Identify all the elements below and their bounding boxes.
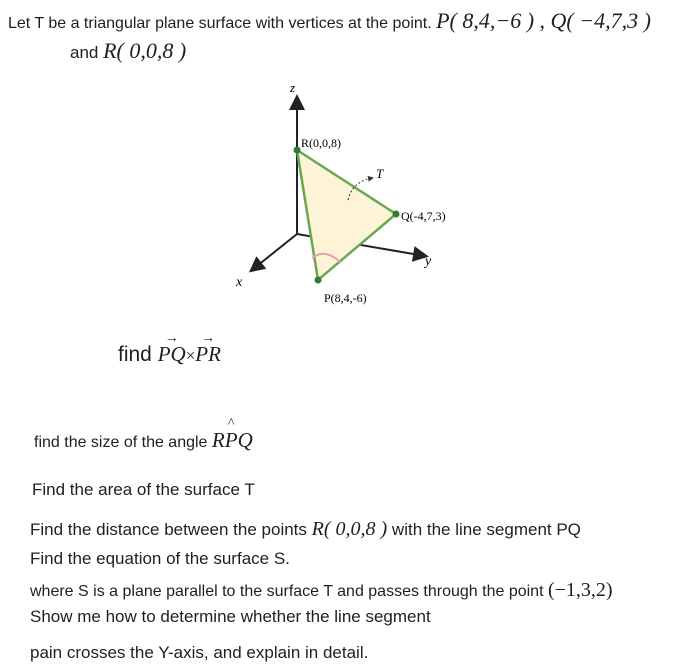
vector-pq bbox=[157, 331, 186, 367]
cross-symbol: × bbox=[185, 346, 196, 365]
vertex-p bbox=[315, 277, 322, 284]
angle-p-hat bbox=[224, 416, 238, 453]
x-axis bbox=[252, 234, 297, 270]
vector-pr-label: PR bbox=[195, 342, 221, 366]
equation-text: Find the equation of the surface S. bbox=[30, 549, 290, 568]
question-cross-product bbox=[118, 331, 221, 367]
point-p: P( 8,4,−6 ) bbox=[436, 8, 535, 33]
area-text: Find the area of the surface T bbox=[32, 480, 255, 499]
and-text: and bbox=[70, 43, 99, 62]
y-axis-text: pain crosses the Y-axis, and explain in detail. bbox=[30, 643, 369, 662]
label-r: R(0,0,8) bbox=[301, 136, 341, 150]
question-line-segment bbox=[30, 607, 431, 627]
question-y-axis bbox=[30, 643, 368, 663]
vector-pq-label: PQ bbox=[157, 342, 186, 366]
label-q: Q(-4,7,3) bbox=[401, 209, 446, 223]
angle-q: Q bbox=[237, 428, 253, 452]
point-separator: , bbox=[534, 8, 551, 33]
question-angle bbox=[34, 416, 253, 453]
parallel-text: where S is a plane parallel to the surface T and passes through the point bbox=[30, 583, 544, 600]
question-parallel-plane bbox=[30, 579, 613, 602]
and-line bbox=[70, 38, 186, 64]
parallel-point: (−1,3,2) bbox=[547, 579, 613, 601]
intro-line bbox=[8, 8, 651, 34]
label-x: x bbox=[236, 275, 243, 290]
triangle-figure bbox=[0, 70, 700, 400]
hat-symbol: ^ bbox=[227, 416, 235, 431]
question-distance bbox=[30, 518, 581, 541]
vector-pr bbox=[195, 331, 221, 367]
angle-text: find the size of the angle bbox=[34, 434, 208, 451]
vector-arrow: → bbox=[164, 331, 179, 346]
point-q: Q( −4,7,3 ) bbox=[550, 8, 651, 33]
distance-text-before: Find the distance between the points bbox=[30, 520, 307, 539]
vertex-q bbox=[393, 211, 400, 218]
find-text: find bbox=[118, 343, 152, 366]
distance-text-after: with the line segment PQ bbox=[391, 520, 581, 539]
angle-p: P bbox=[224, 428, 238, 452]
vertex-r bbox=[294, 147, 301, 154]
label-t: T bbox=[376, 166, 384, 181]
angle-r: R bbox=[211, 428, 225, 452]
question-equation bbox=[30, 549, 290, 569]
label-p: P(8,4,-6) bbox=[324, 291, 367, 305]
label-y: y bbox=[425, 254, 432, 269]
segment-text: Show me how to determine whether the line segment bbox=[30, 607, 431, 626]
label-z: z bbox=[290, 80, 296, 95]
intro-text: Let T be a triangular plane surface with vertices at the point. bbox=[8, 15, 432, 32]
point-r: R( 0,0,8 ) bbox=[103, 38, 187, 63]
vector-arrow: → bbox=[201, 331, 216, 346]
question-area bbox=[32, 480, 255, 500]
distance-point-r: R( 0,0,8 ) bbox=[311, 518, 388, 540]
